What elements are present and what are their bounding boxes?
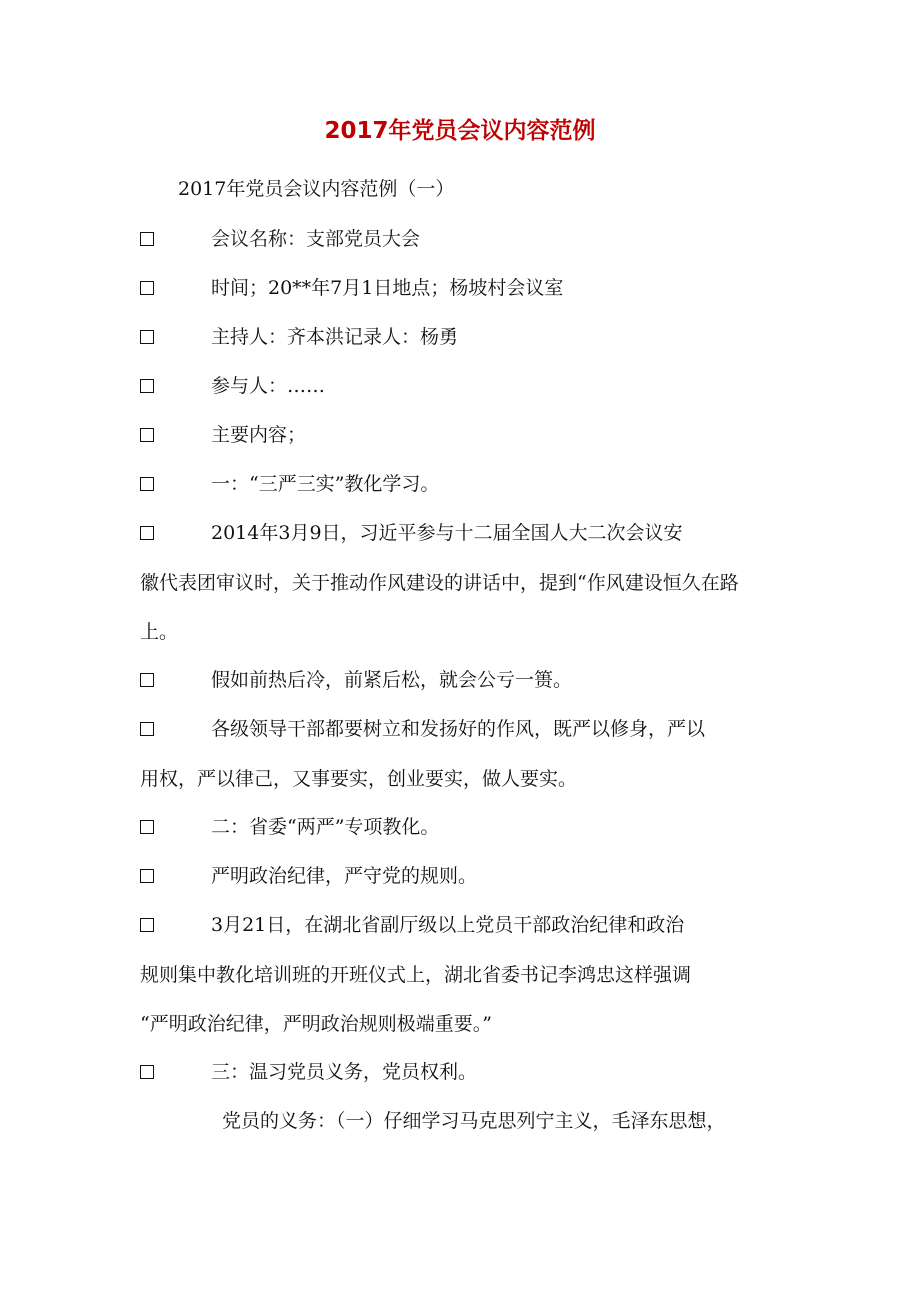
item-two-heading: 二：省委“两严”专项教化。 [211, 816, 440, 838]
checkbox-square-icon [140, 379, 154, 393]
checkbox-square-icon [140, 232, 154, 246]
checkbox-square-icon [140, 1065, 154, 1079]
main-content-line: 主要内容； [211, 424, 307, 446]
participants-line: 参与人：…… [211, 375, 326, 397]
meeting-name-line: 会议名称：支部党员大会 [211, 228, 421, 250]
checkbox-square-icon [140, 820, 154, 834]
checkbox-square-icon [140, 722, 154, 736]
section-subtitle: 2017年党员会议内容范例（一） [178, 178, 455, 200]
paragraph-line: 党员的义务：（一）仔细学习马克思列宁主义，毛泽东思想， [222, 1110, 726, 1132]
paragraph-line: 假如前热后冷，前紧后松，就会公亏一篑。 [211, 669, 573, 691]
paragraph-line: 严明政治纪律，严守党的规则。 [211, 865, 478, 887]
paragraph-line: 徽代表团审议时，关于推动作风建设的讲话中，提到“作风建设恒久在路 [140, 572, 739, 594]
checkbox-square-icon [140, 526, 154, 540]
checkbox-square-icon [140, 869, 154, 883]
host-recorder-line: 主持人：齐本洪记录人：杨勇 [211, 326, 459, 348]
paragraph-line: 规则集中教化培训班的开班仪式上，湖北省委书记李鸿忠这样强调 [140, 964, 692, 986]
checkbox-square-icon [140, 918, 154, 932]
paragraph-line: 各级领导干部都要树立和发扬好的作风，既严以修身，严以 [211, 718, 706, 740]
paragraph-line: 3月21日，在湖北省副厅级以上党员干部政治纪律和政治 [211, 914, 685, 936]
checkbox-square-icon [140, 428, 154, 442]
checkbox-square-icon [140, 477, 154, 491]
paragraph-line: 2014年3月9日，习近平参与十二届全国人大二次会议安 [211, 522, 683, 544]
document-title: 2017年党员会议内容范例 [324, 118, 596, 144]
paragraph-line: 用权，严以律己，又事要实，创业要实，做人要实。 [140, 768, 578, 790]
checkbox-square-icon [140, 330, 154, 344]
checkbox-square-icon [140, 673, 154, 687]
paragraph-line: “严明政治纪律，严明政治规则极端重要。” [140, 1013, 492, 1035]
checkbox-square-icon [140, 281, 154, 295]
item-one-heading: 一：“三严三实”教化学习。 [211, 473, 440, 495]
item-three-heading: 三：温习党员义务，党员权利。 [211, 1061, 478, 1083]
paragraph-line: 上。 [140, 621, 179, 643]
time-place-line: 时间；20**年7月1日地点；杨坡村会议室 [211, 277, 564, 299]
